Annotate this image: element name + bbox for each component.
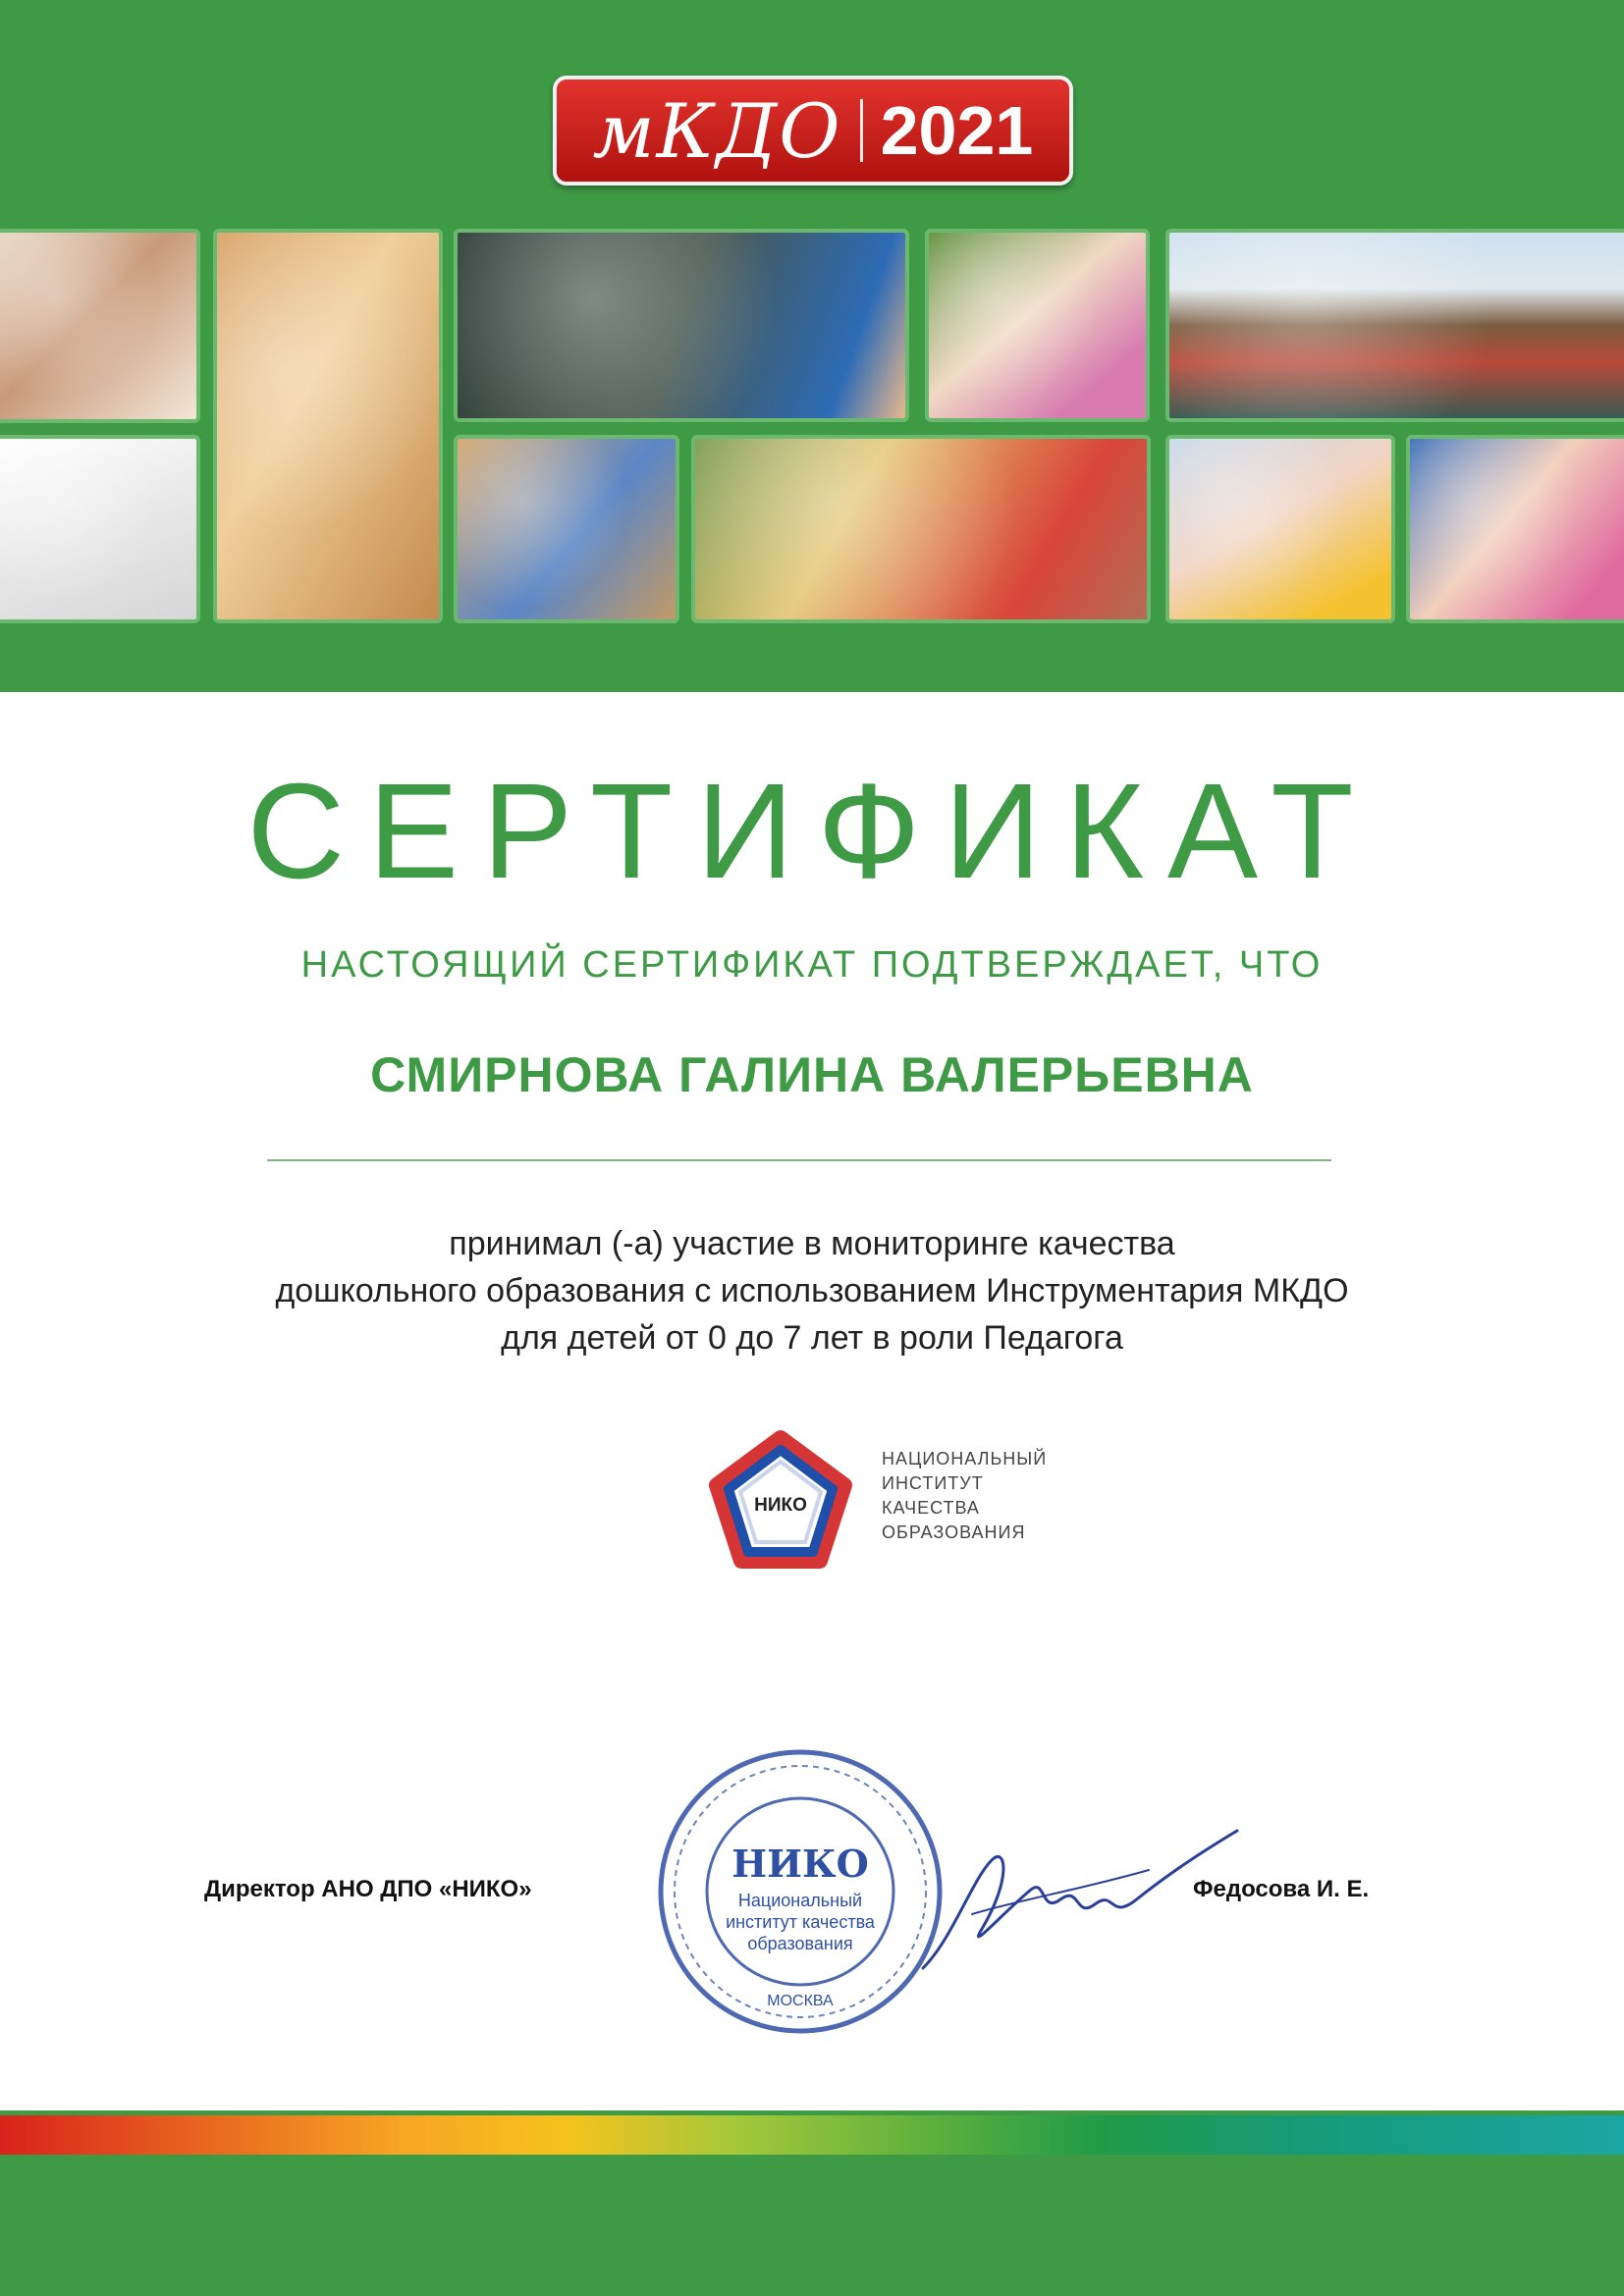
photo-documents (0, 435, 200, 623)
niko-caption-line: ОБРАЗОВАНИЯ (882, 1522, 1026, 1542)
stamp-seal-icon (653, 1744, 947, 2039)
recipient-name: СМИРНОВА ГАЛИНА ВАЛЕРЬЕВНА (370, 1047, 1254, 1102)
handwritten-signature-icon (913, 1821, 1247, 1988)
niko-caption (882, 1447, 1047, 1545)
photo-drawing-kids (1165, 435, 1395, 623)
mkdo-logo-badge (553, 76, 1073, 186)
niko-logo-icon (707, 1428, 854, 1575)
photo-playground (1165, 229, 1624, 422)
signer-name: Федосова И. Е. (1193, 1876, 1370, 1902)
niko-caption-line: ИНСТИТУТ (882, 1473, 984, 1493)
photo-teacher-kids (1406, 435, 1624, 623)
rainbow-stripe (0, 2115, 1624, 2155)
certificate-body (0, 1220, 1624, 1362)
body-line: дошкольного образования с использованием Инструментария МКДО (275, 1272, 1349, 1309)
divider-line (267, 1159, 1331, 1161)
body-line: принимал (-а) участие в мониторинге качества (449, 1225, 1175, 1262)
certificate-title: СЕРТИФИКАТ (246, 756, 1378, 907)
photo-child-stairs (213, 229, 443, 623)
logo-separator (860, 99, 863, 162)
niko-caption-line: КАЧЕСТВА (882, 1498, 980, 1518)
stamp-line: Национальный (737, 1891, 863, 1910)
niko-mark-text: НИКО (754, 1495, 807, 1516)
stamp-center-text: НИКО (731, 1842, 869, 1886)
logo-year: 2021 (880, 92, 1034, 169)
niko-caption-line: НАЦИОНАЛЬНЫЙ (882, 1449, 1048, 1468)
photo-children-table (0, 229, 200, 423)
stamp-line: институт качества (726, 1912, 875, 1932)
header-banner (0, 0, 1624, 692)
stamp-line: образования (747, 1934, 853, 1953)
stamp-city: МОСКВА (767, 1993, 834, 2009)
photo-chalkboard (454, 229, 909, 422)
logo-word: мКДО (592, 86, 842, 175)
body-line: для детей от 0 до 7 лет в роли Педагога (501, 1319, 1123, 1357)
photo-girl-smiling (925, 229, 1150, 422)
photo-sandbox (454, 435, 679, 623)
photo-teacher-group (691, 435, 1151, 623)
certificate-subtitle: НАСТОЯЩИЙ СЕРТИФИКАТ ПОДТВЕРЖДАЕТ, ЧТО (300, 944, 1324, 986)
director-label: Директор АНО ДПО «НИКО» (204, 1876, 532, 1902)
